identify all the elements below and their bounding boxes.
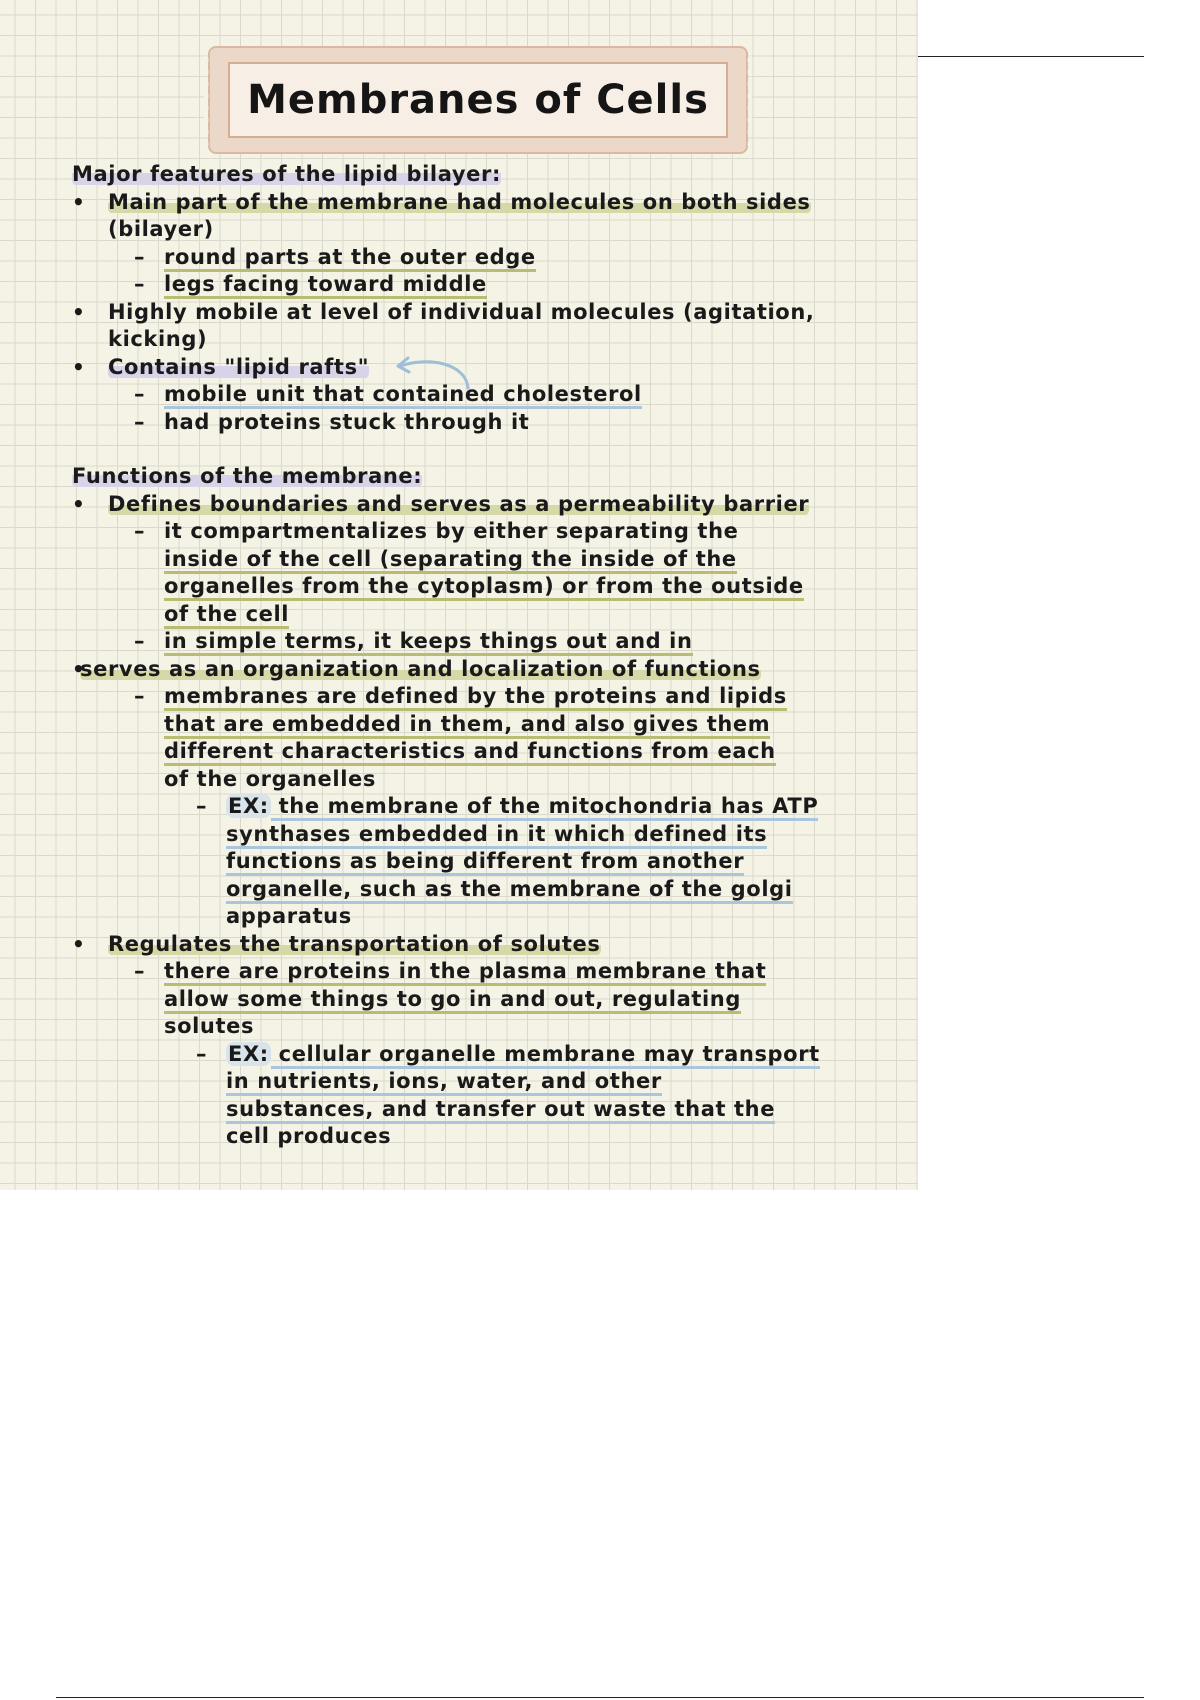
list-item: • Regulates the transportation of solutes	[72, 931, 912, 959]
title-plate	[208, 46, 748, 154]
example-continuation: apparatus	[226, 904, 352, 928]
page-title: Membranes of Cells	[247, 77, 709, 123]
sub-list-item: – membranes are defined by the proteins and lipids	[72, 683, 912, 711]
sub-list-continuation: allow some things to go in and out, regulating	[72, 986, 912, 1014]
example-continuation: cell produces	[226, 1124, 392, 1148]
example-item: – EX: cellular organelle membrane may transport	[72, 1041, 912, 1069]
list-item-continuation: (bilayer)	[108, 217, 214, 241]
sub-list-item: – there are proteins in the plasma membrane that	[72, 958, 912, 986]
list-item: • Contains "lipid rafts"	[72, 354, 912, 382]
example-continuation: substances, and transfer out waste that the	[72, 1096, 912, 1124]
list-item: • Main part of the membrane had molecules on both sides	[72, 189, 912, 217]
sub-list-continuation: of the cell	[72, 601, 912, 629]
list-item: • Highly mobile at level of individual molecules (agitation,	[72, 299, 912, 327]
section-heading-lipid-bilayer: Major features of the lipid bilayer:	[72, 162, 501, 186]
sub-list-item: – legs facing toward middle	[72, 271, 912, 299]
sub-list-continuation: of the organelles	[164, 766, 376, 791]
sub-list-continuation: organelles from the cytoplasm) or from the outside	[72, 573, 912, 601]
sub-list-continuation: solutes	[164, 1014, 255, 1038]
spacer	[72, 436, 912, 463]
notes-body	[72, 161, 912, 1151]
sub-list-item: – had proteins stuck through it	[72, 409, 912, 437]
example-continuation: in nutrients, ions, water, and other	[72, 1068, 912, 1096]
sub-list-continuation: different characteristics and functions from each	[72, 738, 912, 766]
example-continuation: synthases embedded in it which defined its	[72, 821, 912, 849]
page-rule-top	[918, 56, 1144, 57]
sub-list-continuation: that are embedded in them, and also gives them	[72, 711, 912, 739]
list-item-continuation: kicking)	[108, 327, 208, 351]
sub-list-continuation: inside of the cell (separating the inside of the	[72, 546, 912, 574]
sub-list-item: – round parts at the outer edge	[72, 244, 912, 272]
sub-list-item: – in simple terms, it keeps things out and in	[72, 628, 912, 656]
section-heading-functions: Functions of the membrane:	[72, 464, 423, 488]
page-rule-bottom	[56, 1697, 1144, 1698]
list-item: • serves as an organization and localization of functions	[72, 656, 912, 684]
example-continuation: organelle, such as the membrane of the golgi	[72, 876, 912, 904]
example-item: – EX: the membrane of the mitochondria has ATP	[72, 793, 912, 821]
example-continuation: functions as being different from another	[72, 848, 912, 876]
title-frame	[228, 62, 728, 138]
sub-list-item: – mobile unit that contained cholesterol	[72, 381, 912, 409]
list-item: • Defines boundaries and serves as a permeability barrier	[72, 491, 912, 519]
sub-list-item: – it compartmentalizes by either separating the	[72, 518, 912, 546]
